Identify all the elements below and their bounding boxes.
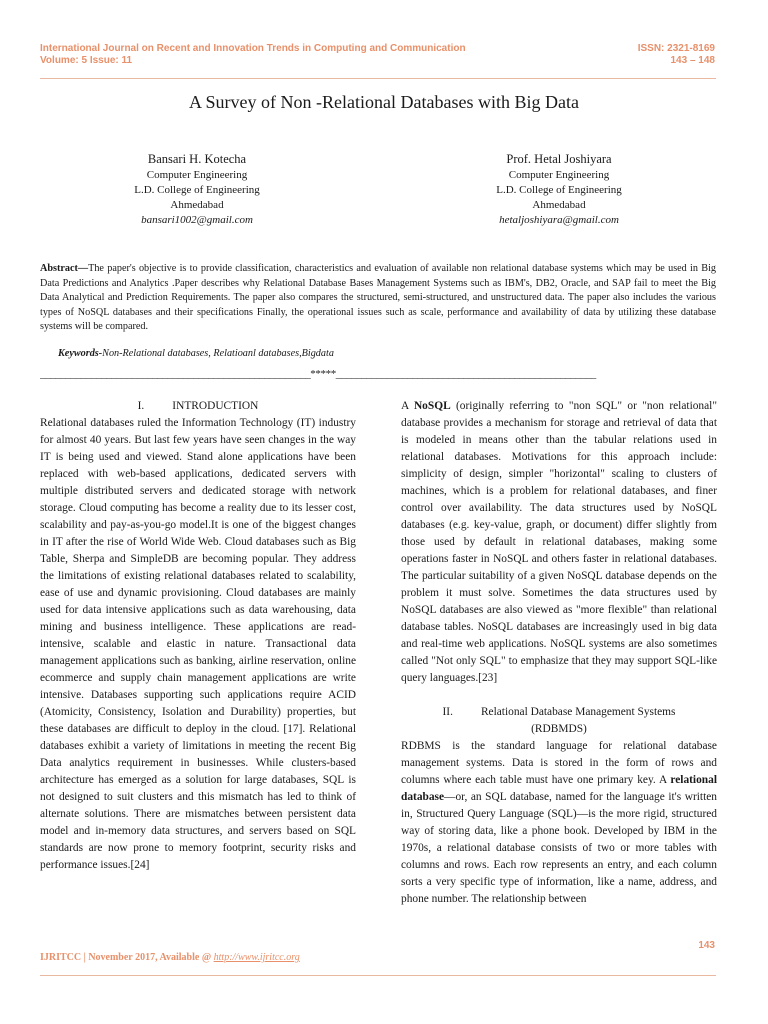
- journal-name: International Journal on Recent and Innovation Trends in Computing and Communication: [40, 43, 466, 54]
- section-title: Relational Database Management Systems: [480, 706, 676, 718]
- nosql-body: (originally referring to "non SQL" or "non relational" database provides a mechanism for storage and retrieval of data that is modeled in means other than the tabular relations used in relational databases. Motivations for this approach include: simplicity of design, simpler "horizontal" scaling to clusters of machines, which is a problem for relational databases, and finer control over availability. The data structures used by NoSQL databases (e.g. key-value, graph, or document) differ slightly from those used by default in relational databases, making some operations faster in NoSQL and others faster in relational databases. The particular suitability of a given NoSQL database depends on the problem it must solve. Sometimes the data structures used by NoSQL databases are also viewed as "more flexible" than relational database tables. NoSQL databases are increasingly used in big data and real-time web applications. NoSQL systems are also sometimes called "Not only SQL" to emphasize that they may support SQL-like query languages.[23]: [401, 400, 717, 684]
- abstract: [40, 262, 716, 335]
- section-heading-rdbms: [401, 704, 717, 721]
- section-number: I.: [137, 400, 145, 412]
- author-city: Ahmedabad: [170, 199, 224, 211]
- section-heading-introduction: [40, 398, 356, 415]
- author-email: bansari1002@gmail.com: [141, 214, 253, 226]
- author-block-1: [67, 150, 327, 228]
- footer-label: IJRITCC | November 2017, Available @: [40, 952, 214, 963]
- footer-link[interactable]: http://www.ijritcc.org: [213, 952, 300, 963]
- keywords-text: Non-Relational databases, Relatioanl databases,Bigdata: [102, 348, 334, 359]
- author-dept: Computer Engineering: [146, 169, 248, 181]
- author-name: Bansari H. Kotecha: [147, 152, 247, 166]
- paper-title: A Survey of Non -Relational Databases with Big Data: [189, 92, 579, 112]
- header-rule: [40, 78, 716, 79]
- rdbms-term: relational database: [401, 774, 717, 803]
- right-column: [401, 398, 717, 908]
- rdbms-paragraph: [401, 738, 717, 908]
- rdbms-text-1: RDBMS is the standard language for relational database management systems. Data is stored in the form of rows and columns where each table must have one primary key. A: [401, 740, 717, 786]
- nosql-term: NoSQL: [413, 400, 451, 412]
- section-heading-rdbms-line2: (RDBMDS): [531, 723, 587, 735]
- abstract-label: Abstract—: [40, 263, 89, 274]
- section-number: II.: [442, 706, 453, 718]
- introduction-paragraph: Relational databases ruled the Information Technology (IT) industry for almost 40 years. But last few years have seen changes in the way IT is being used and viewed. Stand alone applications have been replaced with web-based applications, dedicated servers with multiple distributed servers and dedicated storage with network storage. Cloud computing has become a reality due to its lesser cost, scalability and pay-as-you-go model.It is one of the biggest changes in IT after the rise of World Wide Web. Cloud databases such as Big Table, Sherpa and SimpleDB are becoming popular. They address the limitations of existing relational databases related to scalability, ease of use and dynamic provisioning. Cloud databases are mainly used for data intensive applications such as data warehousing, data mining and business intelligence. These applications are read-intensive, scalable and elastic in nature. Transactional data management applications such as banking, airline reservation, online ecommerce and supply chain management applications are write intensive. Databases supporting such applications require ACID (Atomicity, Consistency, Isolation and Durability) properties, but these databases are difficult to deploy in the cloud. [17]. Relational databases exhibit a variety of limitations in meeting the recent Big Data analytics requirement in businesses. While clusters-based architecture has emerged as a solution for large databases, SQL is not designed to suit clusters and this mismatch has led to think of alternate solutions. There are mismatches between persistent data model and in-memory data structures, and servers based on SQL standards are now prone to memory footprint, security risks and performance issues.[24]: [40, 417, 356, 871]
- page-range: 143 – 148: [670, 55, 715, 66]
- author-block-2: [429, 150, 689, 228]
- left-column: [40, 398, 356, 874]
- rdbms-text-2: —or, an SQL database, named for the language it's written in, Structured Query Language (SQL)—is the more rigid, structured way of storing data, like a phone book. Developed by IBM in the 1970s, a relational database consists of two or more tables with columns and rows. Each row represents an entry, and each column sorts a very specific type of information, like a name, address, and phone number. The relationship between: [401, 791, 717, 905]
- section-separator: _____________________________________________________*****___________________________________________________: [40, 368, 596, 380]
- footer-text: [40, 952, 300, 963]
- page-number: 143: [698, 940, 715, 951]
- keywords: [58, 348, 334, 359]
- issn: ISSN: 2321-8169: [637, 43, 715, 54]
- author-college: L.D. College of Engineering: [134, 184, 260, 196]
- footer-rule: [40, 975, 716, 976]
- volume-issue: Volume: 5 Issue: 11: [40, 55, 133, 66]
- author-email: hetaljoshiyara@gmail.com: [499, 214, 619, 226]
- author-city: Ahmedabad: [532, 199, 586, 211]
- abstract-text: The paper's objective is to provide classification, characteristics and evaluation of available non relational database systems which may be used in Big Data Predictions and Analytics .Paper describes why Relational Database Bases Management Systems such as IBM's, DB2, Oracle, and SAP fail to meet the Big Data Analytical and Prediction Requirements. The paper also compares the structured, semi-structured, and unstructured data. The paper also includes the various types of NoSQL databases and their specifications Finally, the operational issues such as scale, performance and availability of data by utilizing these database systems will be compared.: [40, 263, 716, 333]
- author-college: L.D. College of Engineering: [496, 184, 622, 196]
- section-title: INTRODUCTION: [172, 400, 259, 412]
- keywords-label: Keywords-: [58, 348, 103, 359]
- nosql-paragraph: [401, 398, 717, 687]
- author-name: Prof. Hetal Joshiyara: [506, 152, 612, 166]
- nosql-prefix: A: [401, 400, 414, 412]
- author-dept: Computer Engineering: [508, 169, 610, 181]
